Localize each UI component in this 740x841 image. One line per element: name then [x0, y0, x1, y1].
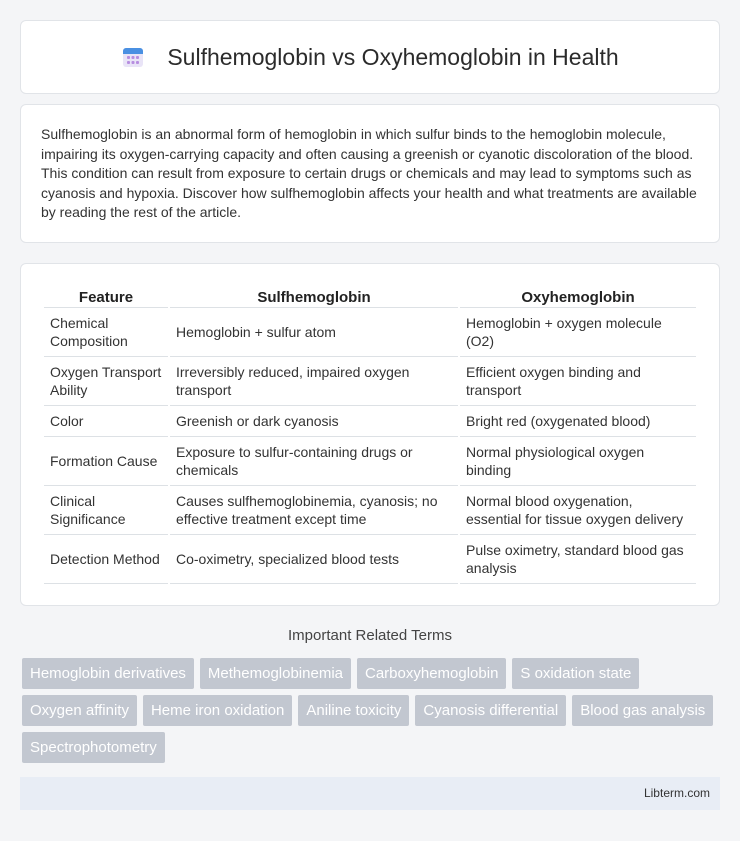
- related-terms-title: Important Related Terms: [288, 627, 452, 644]
- related-term-tag[interactable]: Methemoglobinemia: [200, 658, 351, 689]
- related-term-tag[interactable]: Carboxyhemoglobin: [357, 658, 506, 689]
- page-title: Sulfhemoglobin vs Oxyhemoglobin in Health: [167, 43, 619, 70]
- table-cell: Bright red (oxygenated blood): [460, 406, 696, 437]
- calendar-icon: [121, 45, 145, 69]
- related-term-tag[interactable]: Blood gas analysis: [572, 695, 713, 726]
- table-cell: Hemoglobin + sulfur atom: [170, 308, 458, 357]
- column-header-sulfhemoglobin: Sulfhemoglobin: [170, 284, 458, 308]
- footer-site-link[interactable]: Libterm.com: [643, 786, 710, 800]
- table-cell: Normal blood oxygenation, essential for tissue oxygen delivery: [460, 486, 696, 535]
- column-header-feature: Feature: [44, 284, 168, 308]
- related-term-tag[interactable]: Cyanosis differential: [415, 695, 566, 726]
- table-cell: Efficient oxygen binding and transport: [460, 357, 696, 406]
- table-cell: Causes sulfhemoglobinemia, cyanosis; no effective treatment except time: [170, 486, 458, 535]
- related-term-tag[interactable]: S oxidation state: [512, 658, 639, 689]
- intro-text: Sulfhemoglobin is an abnormal form of hemoglobin in which sulfur binds to the hemoglobin molecule, impairing its oxygen-carrying capacity and often causing a greenish or cyanotic discoloration of the blood. This condition can result from exposure to certain drugs or chemicals and may lead to symptoms such as cyanosis and hypoxia. Discover how sulfhemoglobin affects your health and what treatments are available by reading the rest of the article.: [41, 126, 697, 220]
- table-cell: Co-oximetry, specialized blood tests: [170, 535, 458, 584]
- table-cell: Detection Method: [44, 535, 168, 584]
- related-terms-tags: [22, 658, 722, 769]
- header-card: [20, 20, 720, 94]
- related-term-tag[interactable]: Spectrophotometry: [22, 732, 165, 763]
- table-row: [44, 437, 696, 486]
- related-term-tag[interactable]: Hemoglobin derivatives: [22, 658, 194, 689]
- table-cell: Normal physiological oxygen binding: [460, 437, 696, 486]
- table-row: [44, 308, 696, 357]
- table-cell: Formation Cause: [44, 437, 168, 486]
- table-cell: Oxygen Transport Ability: [44, 357, 168, 406]
- comparison-table-card: [20, 263, 720, 606]
- table-header-row: [44, 284, 696, 308]
- table-cell: Pulse oximetry, standard blood gas analysis: [460, 535, 696, 584]
- related-term-tag[interactable]: Heme iron oxidation: [143, 695, 292, 726]
- intro-card: [20, 104, 720, 243]
- table-cell: Exposure to sulfur-containing drugs or chemicals: [170, 437, 458, 486]
- table-cell: Color: [44, 406, 168, 437]
- table-row: [44, 406, 696, 437]
- table-row: [44, 357, 696, 406]
- table-row: [44, 535, 696, 584]
- column-header-oxyhemoglobin: Oxyhemoglobin: [460, 284, 696, 308]
- table-cell: Clinical Significance: [44, 486, 168, 535]
- comparison-table: [42, 284, 698, 584]
- table-cell: Greenish or dark cyanosis: [170, 406, 458, 437]
- table-cell: Irreversibly reduced, impaired oxygen transport: [170, 357, 458, 406]
- table-row: [44, 486, 696, 535]
- footer: [20, 777, 720, 810]
- related-term-tag[interactable]: Oxygen affinity: [22, 695, 137, 726]
- table-cell: Chemical Composition: [44, 308, 168, 357]
- table-cell: Hemoglobin + oxygen molecule (O2): [460, 308, 696, 357]
- related-term-tag[interactable]: Aniline toxicity: [298, 695, 409, 726]
